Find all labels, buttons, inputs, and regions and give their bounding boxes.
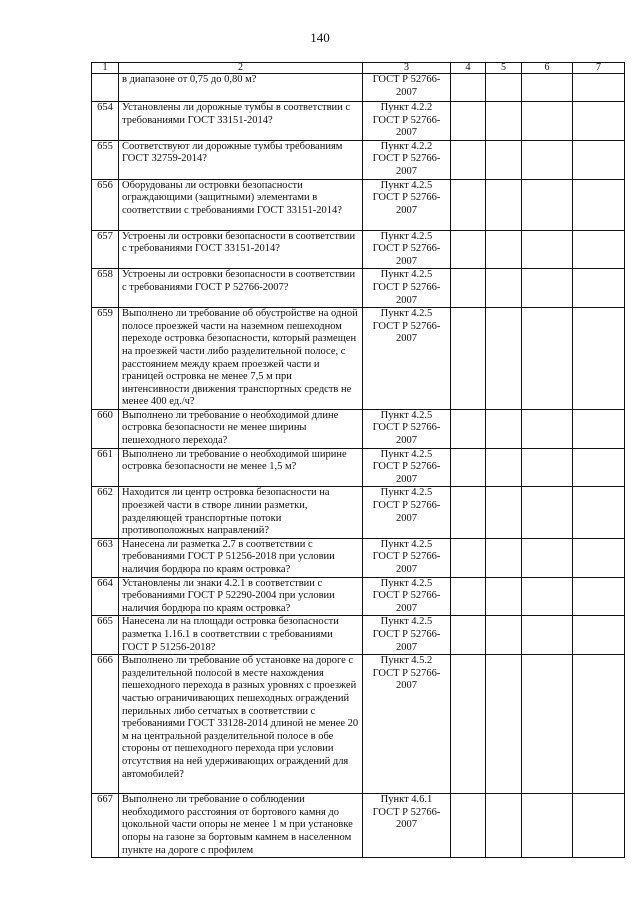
empty-cell [486, 487, 522, 538]
empty-cell [522, 487, 573, 538]
table-row [92, 102, 625, 141]
item-reference: Пункт 4.2.5 ГОСТ Р 52766-2007 [363, 577, 451, 616]
table-row [92, 487, 625, 538]
empty-cell [573, 577, 625, 616]
table-row [92, 448, 625, 487]
empty-cell [451, 102, 486, 141]
empty-cell [573, 140, 625, 179]
empty-cell [522, 409, 573, 448]
empty-cell [522, 577, 573, 616]
table-row [92, 140, 625, 179]
table-row [92, 577, 625, 616]
item-number: 658 [92, 269, 119, 308]
empty-cell [451, 269, 486, 308]
header-row [92, 63, 625, 74]
table-row [92, 616, 625, 655]
empty-cell [486, 616, 522, 655]
empty-cell [451, 179, 486, 230]
column-header: 6 [522, 63, 573, 74]
empty-cell [573, 74, 625, 102]
table-row [92, 538, 625, 577]
empty-cell [486, 230, 522, 269]
table-row [92, 179, 625, 230]
column-header: 5 [486, 63, 522, 74]
item-reference: ГОСТ Р 52766-2007 [363, 74, 451, 102]
column-header: 4 [451, 63, 486, 74]
column-header: 1 [92, 63, 119, 74]
empty-cell [451, 655, 486, 794]
empty-cell [573, 308, 625, 410]
empty-cell [486, 102, 522, 141]
item-question: Оборудованы ли островки безопасности ограждающими (защитными) элементами в соответствии с требованиями ГОСТ 33151-2014? [119, 179, 363, 230]
empty-cell [486, 577, 522, 616]
item-number: 665 [92, 616, 119, 655]
empty-cell [486, 538, 522, 577]
item-number: 660 [92, 409, 119, 448]
item-reference: Пункт 4.6.1 ГОСТ Р 52766-2007 [363, 794, 451, 858]
empty-cell [522, 616, 573, 655]
table-row [92, 409, 625, 448]
empty-cell [573, 179, 625, 230]
empty-cell [451, 538, 486, 577]
empty-cell [522, 140, 573, 179]
item-question: Выполнено ли требование об установке на дороге с разделительной полосой в месте нахождения пешеходного перехода в разных уровнях с проезжей частью ограничивающих пешеходных ограждений перильных либо сетчатых в соответствии с требованиями ГОСТ 33128-2014 длиной не менее 20 м на центральной разделительной полосе в обе стороны от пешеходного перехода при условии отсутствия на ней удерживающих ограждений для автомобилей? [119, 655, 363, 794]
empty-cell [522, 230, 573, 269]
item-reference: Пункт 4.2.5 ГОСТ Р 52766-2007 [363, 308, 451, 410]
item-question: Выполнено ли требование о необходимой ширине островка безопасности не менее 1,5 м? [119, 448, 363, 487]
item-question: Выполнено ли требование о соблюдении необходимого расстояния от бортового камня до цокольной части опоры не менее 1 м при установке опоры на газоне за бортовым камнем в населенном пункте на дороге с профилем [119, 794, 363, 858]
item-number: 664 [92, 577, 119, 616]
empty-cell [573, 538, 625, 577]
empty-cell [451, 409, 486, 448]
empty-cell [486, 794, 522, 858]
empty-cell [573, 487, 625, 538]
item-reference: Пункт 4.2.5 ГОСТ Р 52766-2007 [363, 487, 451, 538]
empty-cell [451, 487, 486, 538]
item-question: Выполнено ли требование об обустройстве на одной полосе проезжей части на наземном пешеходном переходе островка безопасности, который размещен на проезжей части либо разделительной полосе, с расстоянием между краем проезжей части и границей островка не менее 7,5 м при интенсивности движения транспортных средств не менее 400 ед./ч? [119, 308, 363, 410]
item-question: Находится ли центр островка безопасности на проезжей части в створе линии разметки, разделяющей транспортные потоки противоположных направлений? [119, 487, 363, 538]
item-question: Установлены ли дорожные тумбы в соответствии с требованиями ГОСТ 33151-2014? [119, 102, 363, 141]
item-question: Устроены ли островки безопасности в соответствии с требованиями ГОСТ Р 52766-2007? [119, 269, 363, 308]
empty-cell [486, 179, 522, 230]
item-number: 654 [92, 102, 119, 141]
item-number: 663 [92, 538, 119, 577]
item-number: 657 [92, 230, 119, 269]
item-reference: Пункт 4.2.5 ГОСТ Р 52766-2007 [363, 179, 451, 230]
item-number: 656 [92, 179, 119, 230]
item-question: Установлены ли знаки 4.2.1 в соответствии с требованиями ГОСТ Р 52290-2004 при условии наличия бордюра по краям островка? [119, 577, 363, 616]
empty-cell [522, 102, 573, 141]
item-number: 666 [92, 655, 119, 794]
empty-cell [486, 74, 522, 102]
page-number: 140 [310, 30, 330, 45]
item-question: Выполнено ли требование о необходимой длине островка безопасности не менее ширины пешеходного перехода? [119, 409, 363, 448]
item-reference: Пункт 4.2.2 ГОСТ Р 52766-2007 [363, 102, 451, 141]
empty-cell [486, 140, 522, 179]
item-reference: Пункт 4.2.5 ГОСТ Р 52766-2007 [363, 409, 451, 448]
item-reference: Пункт 4.2.5 ГОСТ Р 52766-2007 [363, 269, 451, 308]
empty-cell [451, 140, 486, 179]
item-number: 662 [92, 487, 119, 538]
empty-cell [522, 308, 573, 410]
empty-cell [451, 74, 486, 102]
empty-cell [486, 448, 522, 487]
empty-cell [573, 794, 625, 858]
table-row [92, 74, 625, 102]
item-reference: Пункт 4.5.2 ГОСТ Р 52766-2007 [363, 655, 451, 794]
empty-cell [451, 448, 486, 487]
empty-cell [573, 616, 625, 655]
empty-cell [486, 308, 522, 410]
empty-cell [451, 230, 486, 269]
table-row [92, 230, 625, 269]
column-header: 3 [363, 63, 451, 74]
item-number [92, 74, 119, 102]
item-question: Нанесена ли разметка 2.7 в соответствии с требованиями ГОСТ Р 51256-2018 при условии наличия бордюра по краям островка? [119, 538, 363, 577]
column-header: 7 [573, 63, 625, 74]
empty-cell [522, 538, 573, 577]
item-reference: Пункт 4.2.5 ГОСТ Р 52766-2007 [363, 448, 451, 487]
item-number: 655 [92, 140, 119, 179]
checklist-table [91, 62, 625, 858]
empty-cell [486, 269, 522, 308]
empty-cell [522, 655, 573, 794]
item-question: в диапазоне от 0,75 до 0,80 м? [119, 74, 363, 102]
empty-cell [573, 655, 625, 794]
item-number: 667 [92, 794, 119, 858]
column-header: 2 [119, 63, 363, 74]
empty-cell [573, 409, 625, 448]
empty-cell [522, 448, 573, 487]
empty-cell [522, 794, 573, 858]
empty-cell [451, 616, 486, 655]
empty-cell [486, 655, 522, 794]
empty-cell [573, 102, 625, 141]
empty-cell [522, 74, 573, 102]
empty-cell [522, 269, 573, 308]
item-question: Устроены ли островки безопасности в соответствии с требованиями ГОСТ 33151-2014? [119, 230, 363, 269]
empty-cell [573, 269, 625, 308]
empty-cell [451, 794, 486, 858]
item-reference: Пункт 4.2.5 ГОСТ Р 52766-2007 [363, 616, 451, 655]
item-reference: Пункт 4.2.2 ГОСТ Р 52766-2007 [363, 140, 451, 179]
empty-cell [573, 448, 625, 487]
item-number: 661 [92, 448, 119, 487]
table-row [92, 655, 625, 794]
item-question: Нанесена ли на площади островка безопасности разметка 1.16.1 в соответствии с требованиями ГОСТ Р 51256-2018? [119, 616, 363, 655]
table-row [92, 308, 625, 410]
empty-cell [573, 230, 625, 269]
empty-cell [451, 308, 486, 410]
item-number: 659 [92, 308, 119, 410]
table-row [92, 794, 625, 858]
item-question: Соответствуют ли дорожные тумбы требованиям ГОСТ 32759-2014? [119, 140, 363, 179]
table-row [92, 269, 625, 308]
empty-cell [522, 179, 573, 230]
item-reference: Пункт 4.2.5 ГОСТ Р 52766-2007 [363, 230, 451, 269]
item-reference: Пункт 4.2.5 ГОСТ Р 52766-2007 [363, 538, 451, 577]
empty-cell [486, 409, 522, 448]
empty-cell [451, 577, 486, 616]
